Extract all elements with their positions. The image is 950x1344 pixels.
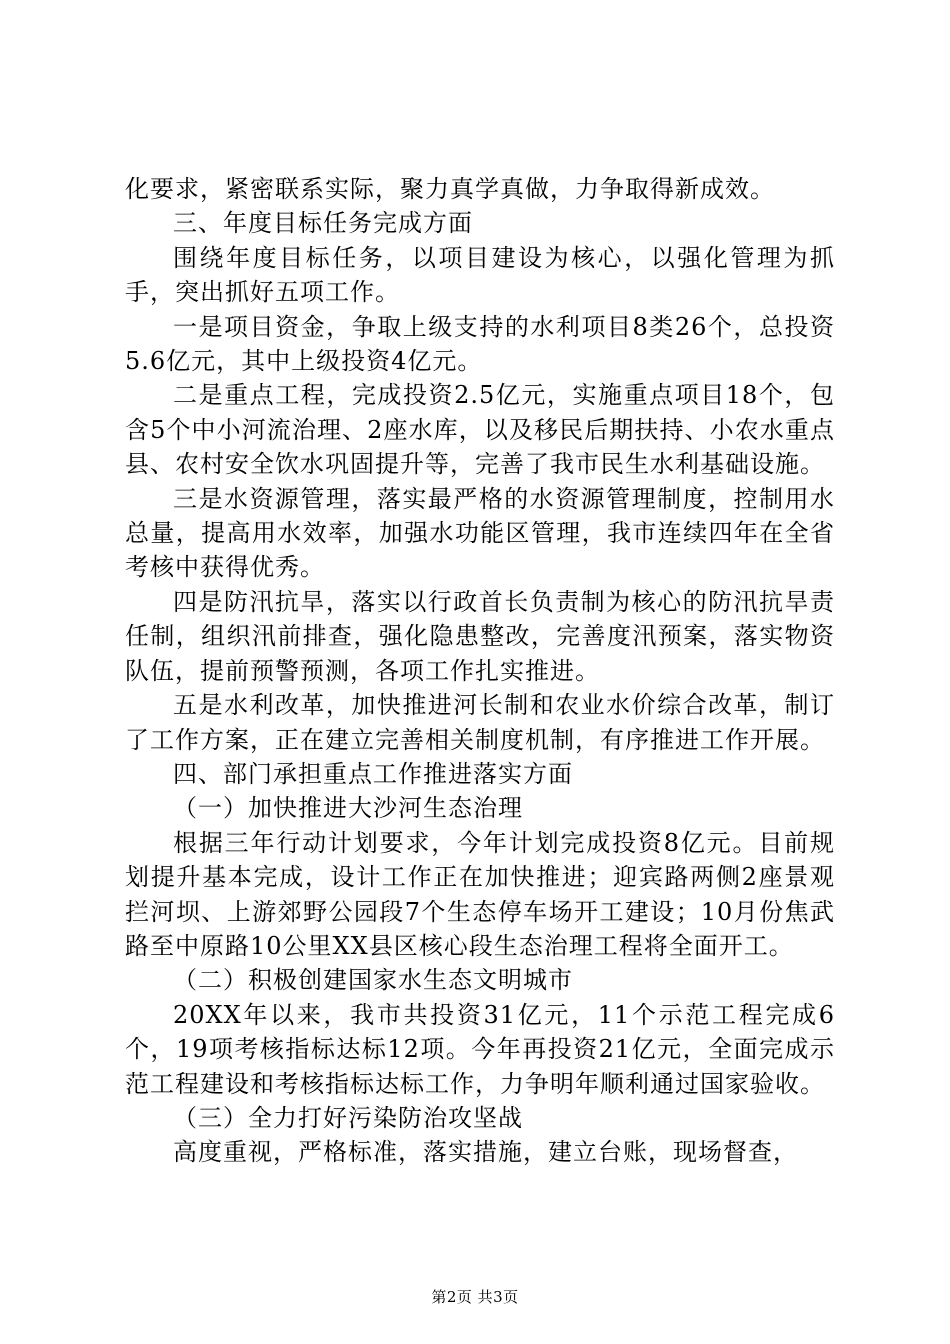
paragraph-key-projects: 二是重点工程，完成投资2.5亿元，实施重点项目18个，包含5个中小河流治理、2座水库，以及移民后期扶持、小农水重点县、农村安全饮水巩固提升等，完善了我市民生水利基础设施。 (125, 381, 835, 479)
paragraph-project-funds: 一是项目资金，争取上级支持的水利项目8类26个，总投资5.6亿元，其中上级投资4亿元。 (125, 312, 835, 376)
paragraph-annual-overview: 围绕年度目标任务，以项目建设为核心，以强化管理为抓手，突出抓好五项工作。 (125, 243, 835, 307)
subheading-eco-city: （二）积极创建国家水生态文明城市 (173, 966, 573, 995)
paragraph-water-reform: 五是水利改革，加快推进河长制和农业水价综合改革，制订了工作方案，正在建立完善相关制度机制，有序推进工作开展。 (125, 691, 835, 754)
paragraph-eco-city: 20XX年以来，我市共投资31亿元，11个示范工程完成6个，19项考核指标达标12项。今年再投资21亿元，全面完成示范工程建设和考核指标达标工作，力争明年顺利通过国家验收。 (125, 1000, 835, 1098)
section-heading-annual-targets: 三、年度目标任务完成方面 (173, 209, 473, 238)
page-number-label: 第2页 共3页 (431, 1288, 519, 1306)
paragraph-pollution-control: 高度重视，严格标准，落实措施，建立台账，现场督查， (173, 1138, 798, 1167)
page-footer (0, 1288, 950, 1306)
paragraph-water-resources: 三是水资源管理，落实最严格的水资源管理制度，控制用水总量，提高用水效率，加强水功能区管理，我市连续四年在全省考核中获得优秀。 (125, 484, 835, 582)
document-body (125, 172, 835, 1170)
section-heading-department-work: 四、部门承担重点工作推进落实方面 (173, 759, 573, 788)
paragraph-continuation: 化要求，紧密联系实际，聚力真学真做，力争取得新成效。 (125, 175, 775, 203)
subheading-pollution-control: （三）全力打好污染防治攻坚战 (173, 1103, 523, 1132)
paragraph-flood-control: 四是防汛抗旱，落实以行政首长负责制为核心的防汛抗旱责任制，组织汛前排查，强化隐患整改，完善度汛预案，落实物资队伍，提前预警预测，各项工作扎实推进。 (125, 587, 835, 685)
subheading-dasha-river: （一）加快推进大沙河生态治理 (173, 794, 523, 823)
paragraph-dasha-river: 根据三年行动计划要求，今年计划完成投资8亿元。目前规划提升基本完成，设计工作正在加快推进；迎宾路两侧2座景观拦河坝、上游郊野公园段7个生态停车场开工建设；10月份焦武路至中原路10公里XX县区核心段生态治理工程将全面开工。 (125, 828, 835, 960)
